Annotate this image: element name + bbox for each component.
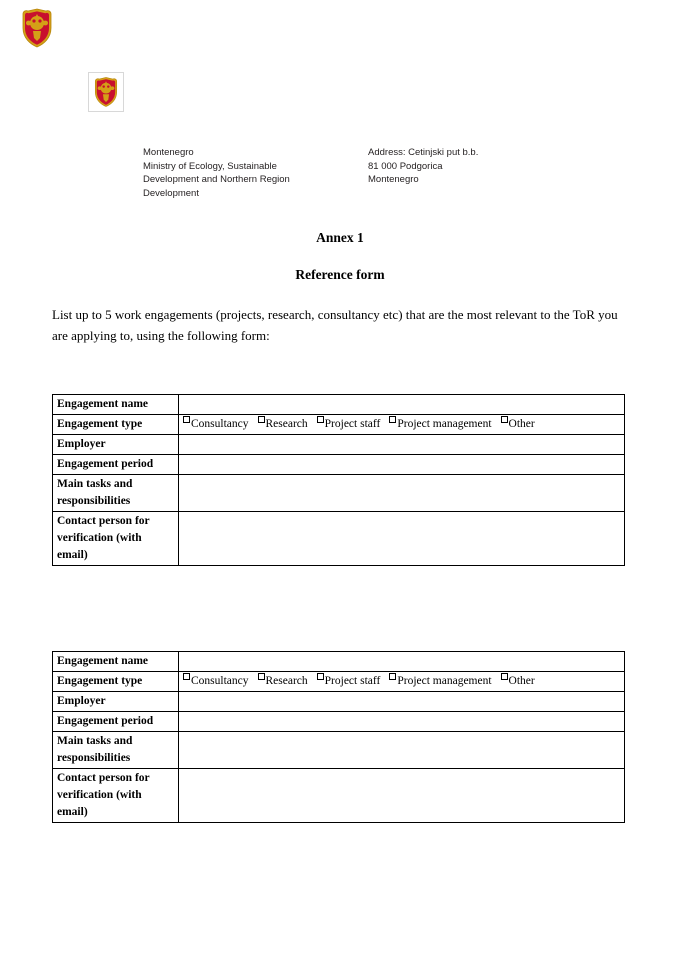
letterhead-line: Address: Cetinjski put b.b.: [368, 147, 479, 158]
option-label: Project management: [397, 675, 492, 687]
table-row: [53, 475, 625, 512]
field-engagement-name[interactable]: [179, 652, 625, 672]
checkbox-icon[interactable]: [317, 416, 324, 423]
table-row: [53, 652, 625, 672]
field-main-tasks[interactable]: [179, 732, 625, 769]
table-row: [53, 512, 625, 566]
option-other[interactable]: [501, 416, 535, 433]
label-engagement-type: Engagement type: [53, 415, 179, 435]
option-label: Consultancy: [191, 675, 249, 687]
field-employer[interactable]: [179, 435, 625, 455]
checkbox-icon[interactable]: [389, 673, 396, 680]
checkbox-icon[interactable]: [389, 416, 396, 423]
option-label: Research: [265, 418, 308, 430]
label-contact-person: Contact person for verification (with email): [53, 512, 179, 566]
coat-of-arms-icon: [93, 76, 119, 108]
label-engagement-period: Engagement period: [53, 712, 179, 732]
field-engagement-name[interactable]: [179, 395, 625, 415]
coat-of-arms-icon: [20, 8, 54, 48]
field-contact-person[interactable]: [179, 512, 625, 566]
page-title: Annex 1: [316, 230, 364, 245]
checkbox-icon[interactable]: [183, 416, 190, 423]
label-engagement-period: Engagement period: [53, 455, 179, 475]
letterhead-line: Montenegro: [368, 174, 419, 186]
label-employer: Employer: [53, 435, 179, 455]
reference-table-1: [52, 394, 625, 566]
field-contact-person[interactable]: [179, 769, 625, 823]
table-row: [53, 692, 625, 712]
reference-table-2: [52, 651, 625, 823]
option-research[interactable]: [258, 673, 308, 690]
intro-paragraph: List up to 5 work engagements (projects, research, consultancy etc) that are the most relevant to the ToR you are applying to, using the following form:: [52, 307, 618, 343]
table-row: [53, 672, 625, 692]
field-engagement-type[interactable]: [179, 672, 625, 692]
label-contact-person: Contact person for verification (with email): [53, 769, 179, 823]
field-engagement-type[interactable]: [179, 415, 625, 435]
table-row: [53, 415, 625, 435]
option-project-staff[interactable]: [317, 416, 381, 433]
label-employer: Employer: [53, 692, 179, 712]
option-label: Project staff: [324, 418, 381, 430]
option-label: Project staff: [324, 675, 381, 687]
field-engagement-period[interactable]: [179, 455, 625, 475]
checkbox-icon[interactable]: [258, 416, 265, 423]
letterhead-line: 81 000 Podgorica: [368, 160, 443, 172]
letterhead-address: [368, 146, 598, 187]
field-employer[interactable]: [179, 692, 625, 712]
page-subtitle: Reference form: [295, 267, 385, 282]
option-consultancy[interactable]: [183, 673, 249, 690]
option-label: Other: [508, 418, 535, 430]
option-project-management[interactable]: [389, 673, 491, 690]
field-engagement-period[interactable]: [179, 712, 625, 732]
option-consultancy[interactable]: [183, 416, 249, 433]
letterhead-emblem: [88, 72, 124, 112]
label-engagement-name: Engagement name: [53, 652, 179, 672]
table-row: [53, 395, 625, 415]
label-engagement-type: Engagement type: [53, 672, 179, 692]
option-label: Other: [508, 675, 535, 687]
option-label: Research: [265, 675, 308, 687]
label-main-tasks: Main tasks and responsibilities: [53, 732, 179, 769]
checkbox-icon[interactable]: [258, 673, 265, 680]
letterhead-line: Development: [143, 187, 199, 199]
letterhead-organization: [143, 146, 358, 200]
option-label: Consultancy: [191, 418, 249, 430]
field-main-tasks[interactable]: [179, 475, 625, 512]
table-row: [53, 435, 625, 455]
checkbox-icon[interactable]: [501, 673, 508, 680]
label-main-tasks: Main tasks and responsibilities: [53, 475, 179, 512]
checkbox-icon[interactable]: [183, 673, 190, 680]
checkbox-icon[interactable]: [501, 416, 508, 423]
table-row: [53, 712, 625, 732]
option-research[interactable]: [258, 416, 308, 433]
checkbox-icon[interactable]: [317, 673, 324, 680]
option-project-management[interactable]: [389, 416, 491, 433]
option-other[interactable]: [501, 673, 535, 690]
label-engagement-name: Engagement name: [53, 395, 179, 415]
letterhead-line: Ministry of Ecology, Sustainable: [143, 160, 277, 172]
option-label: Project management: [397, 418, 492, 430]
letterhead-line: Development and Northern Region: [143, 174, 290, 186]
option-project-staff[interactable]: [317, 673, 381, 690]
table-row: [53, 769, 625, 823]
table-row: [53, 455, 625, 475]
table-row: [53, 732, 625, 769]
letterhead-line: Montenegro: [143, 147, 194, 158]
